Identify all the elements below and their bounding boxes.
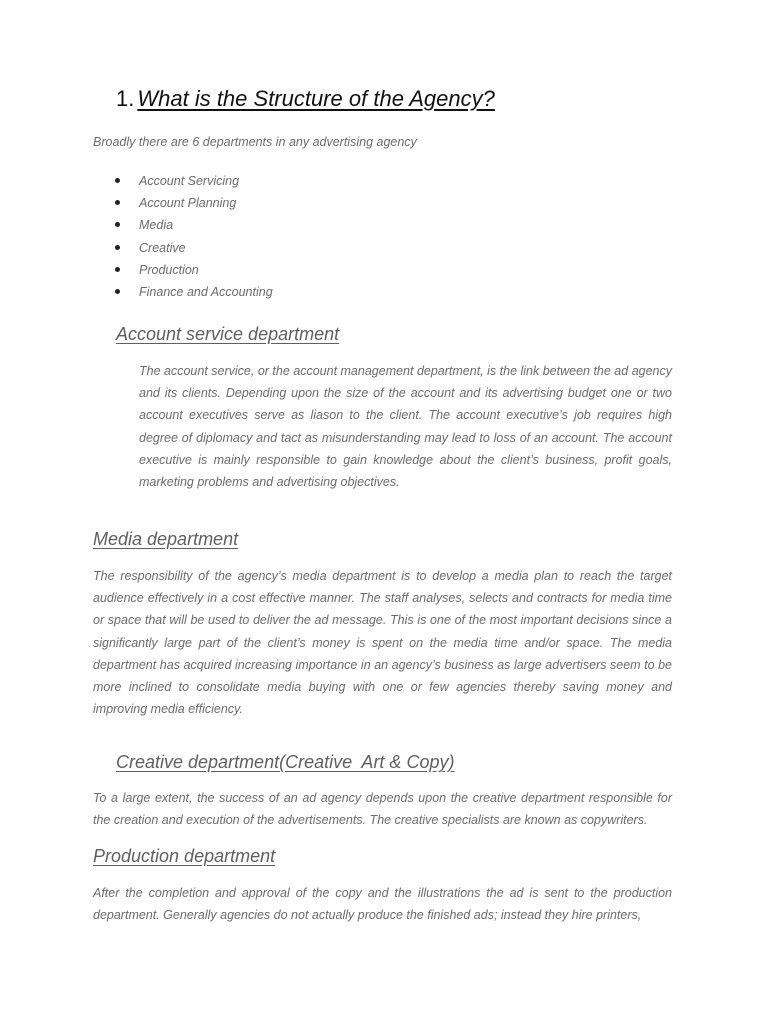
title-text: What is the Structure of the Agency? xyxy=(137,86,495,111)
intro-text: Broadly there are 6 departments in any advertising agency xyxy=(93,135,417,149)
list-item: Account Servicing xyxy=(115,172,273,194)
list-item: Account Planning xyxy=(115,194,273,216)
list-item: Creative xyxy=(115,239,273,261)
list-item: Media xyxy=(115,216,273,238)
creative-heading: Creative department(Creative Art & Copy) xyxy=(116,752,455,772)
production-heading: Production department xyxy=(93,846,276,866)
media-paragraph: The responsibility of the agency’s media department is to develop a media plan to reach the target audience effectively in a cost effective manner. The staff analyses, selects and contracts for media time or space that will be used to deliver the ad message. This is one of the most important decisions since a significantly large part of the client’s money is spent on the media time and/or space. The media department has acquired increasing importance in an agency’s business as large advertisers seem to be more inclined to consolidate media buying with one or few agencies thereby saving money and improving media efficiency. xyxy=(93,569,672,717)
bullet-icon xyxy=(115,200,120,205)
account-service-heading: Account service department xyxy=(116,324,340,344)
bullet-icon xyxy=(115,245,120,250)
creative-paragraph: To a large extent, the success of an ad agency depends upon the creative department responsible for the creation and execution of the advertisements. The creative specialists are known as copywriters. xyxy=(93,791,672,828)
media-heading: Media department xyxy=(93,529,239,549)
bullet-icon xyxy=(115,178,120,183)
document-title xyxy=(116,86,495,112)
list-item: Finance and Accounting xyxy=(115,283,273,305)
bullet-icon xyxy=(115,289,120,294)
bullet-icon xyxy=(115,267,120,272)
bullet-icon xyxy=(115,222,120,227)
production-paragraph: After the completion and approval of the copy and the illustrations the ad is sent to the production department. Generally agencies do not actually produce the finished ads; instead they hire printers, xyxy=(93,886,672,923)
list-item: Production xyxy=(115,261,273,283)
department-list xyxy=(115,172,273,305)
title-number: 1. xyxy=(116,86,135,111)
account-service-paragraph: The account service, or the account management department, is the link between the ad agency and its clients. Depending upon the size of the account and its advertising budget one or two account executives serve as liason to the client. The account executive’s job requires high degree of diplomacy and tact as misunderstanding may lead to loss of an account. The account executive is mainly responsible to gain knowledge about the client’s business, profit goals, marketing problems and advertising objectives. xyxy=(139,364,672,490)
